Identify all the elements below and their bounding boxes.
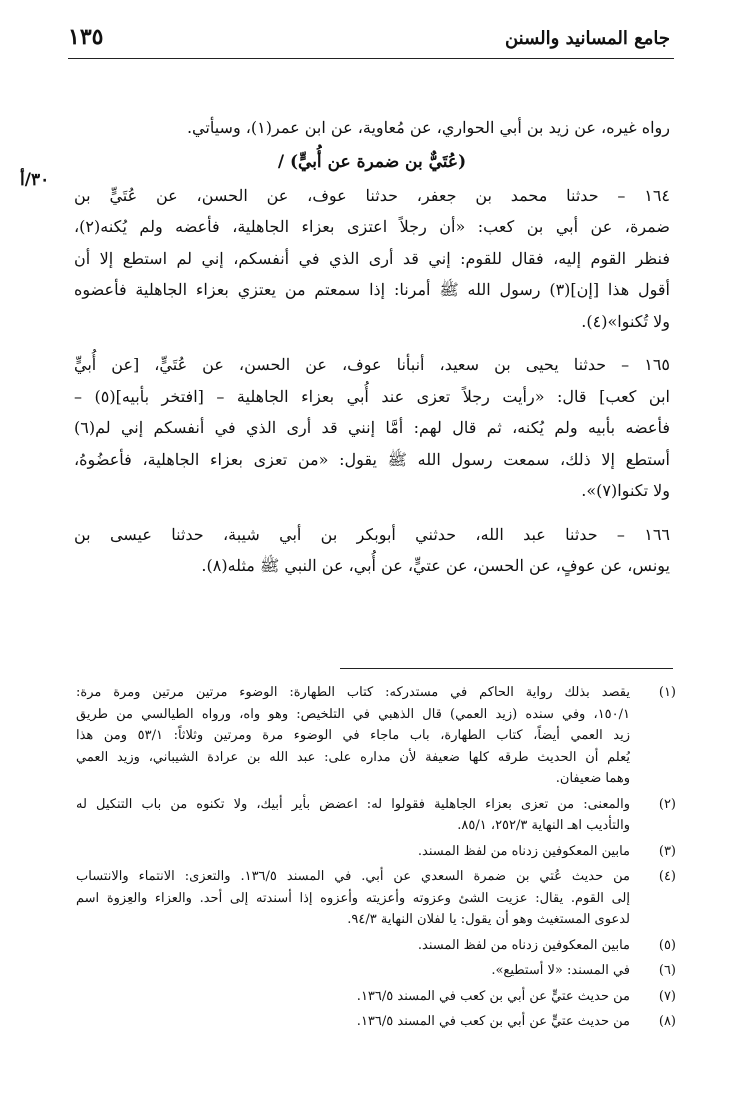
section-heading: (عُتَيٌّ بن ضمرة عن أُبيٍّ) / [277, 151, 467, 172]
footnote-line: من حديث عتيٍّ عن أبي بن كعب في المسند ١٣٦/٥. [356, 988, 630, 1004]
hadith-line: فنظر القوم إليه، فقال للقوم: إني قد أرى الذي في أنفسكم، إني لم استطع إلا أن [74, 248, 670, 268]
footnote-2 [76, 794, 676, 837]
footnote-number: (٧) [658, 988, 676, 1004]
hadith-line: أستطع إلا ذلك، سمعت رسول الله ﷺ يقول: «من تعزى بعزاء الجاهلية، فأعضُوهُ، [74, 449, 670, 469]
footnote-line: يقصد بذلك رواية الحاكم في مستدركه: كتاب الطهارة: الوضوء مرتين مرتين ومرة مرة: [76, 685, 630, 700]
hadith-line: ١٦٥ – حدثنا يحيى بن سعيد، أنبأنا عوف، عن الحسن، عن عُتَيٍّ، [عن أُبيٍّ [74, 355, 670, 374]
hadith-166 [74, 519, 670, 582]
footnote-6 [76, 960, 676, 982]
footnote-number: (٦) [658, 963, 676, 978]
footnote-3 [76, 841, 676, 863]
footnote-number: (٤) [658, 869, 676, 884]
intro-line: رواه غيره، عن زيد بن أبي الحواري، عن مُعاوية، عن ابن عمر(١)، وسيأتي. [186, 118, 670, 137]
footnote-line: والتأديب اهـ النهاية ٢٥٢/٣، ٨٥/١. [457, 818, 630, 833]
hadith-line: ضمرة، عن أبي بن كعب: «أن رجلاً اعتزى بعزاء الجاهلية، فأعضه ولم يُكنه(٢)، [74, 217, 670, 236]
hadith-line: ولا تُكنوا»(٤). [581, 311, 670, 331]
footnote-7 [76, 986, 676, 1008]
hadith-164 [74, 180, 670, 338]
manuscript-folio-note: ٣٠/أ [20, 170, 50, 190]
footnote-line: يُعلم أن الحديث طرقه كلها ضعيفة لأن مداره على: عبد الله بن عرادة الشيباني، وزيد العمي [76, 749, 630, 765]
hadith-165 [74, 349, 670, 507]
hadith-line: يونس، عن عوفٍ، عن الحسن، عن عتيٍّ، عن أُبي، عن النبي ﷺ مثله(٨). [201, 556, 670, 575]
footnote-rule [340, 668, 673, 669]
footnote-line: إلى القوم. يقال: عزيت الشئ وعزوته وأعزيته وأعزوه إذا أسندته إلى أحد. والعزاء والعِزوة اسم [76, 890, 630, 906]
hadith-line: ولا تكنوا(٧)». [581, 481, 670, 500]
hadith-line: أقول هذا [إن](٣) رسول الله ﷺ أمرنا: إذا سمعتم من يعتزي بعزاء الجاهلية فأعضوه [74, 280, 670, 299]
footnote-line: لدعوى المستغيث وهو أن يقول: يا لفلان النهاية ٩٤/٣. [347, 912, 630, 927]
footnote-number: (٣) [658, 843, 676, 859]
running-header [68, 24, 670, 56]
footnote-number: (٢) [658, 796, 676, 812]
footnote-line: ١٥٠/١، وفي سنده (زيد العمي) قال الذهبي في التلخيص: وهو واه، ورواه الطيالسي من طريق [76, 706, 630, 722]
hadith-line: ابن كعب] قال: «رأيت رجلاً تعزى عند أُبي بعزاء الجاهلية – [افتخر بأبيه](٥) – [74, 386, 670, 406]
footnote-number: (٥) [658, 937, 676, 953]
hadith-line: فأعضه بأبيه ولم يُكنه، ثم قال لهم: أمَّا إنني قد أرى الذي في أنفسكم إني لم(٦) [74, 418, 670, 437]
footnote-number: (١) [658, 685, 676, 700]
footnote-line: والمعنى: من تعزى بعزاء الجاهلية فقولوا له: اعضض بأير أبيك، ولا تكنوه من باب التنكيل له [76, 796, 630, 812]
footnote-4 [76, 866, 676, 931]
footnote-line: زيد العمي أيضاً، كتاب الطهارة، باب ماجاء في الوضوء مرة ومرتين وثلاثاً: ٥٣/١ ومن هذا [76, 728, 630, 743]
main-text [74, 112, 670, 582]
footnote-line: مابين المعكوفين زدناه من لفظ المسند. [417, 843, 630, 859]
footnote-8 [76, 1011, 676, 1033]
footnotes [76, 682, 676, 1037]
hadith-line: ١٦٤ – حدثنا محمد بن جعفر، حدثنا عوف، عن الحسن، عن عُتَيٍّ بن [74, 185, 670, 205]
footnote-line: من حديث عُتي بن ضمرة السعدي عن أبي. في المسند ١٣٦/٥. والتعزى: الانتماء والانتساب [76, 869, 630, 884]
page-number: ١٣٥ [68, 24, 104, 50]
footnote-number: (٨) [658, 1014, 676, 1029]
hadith-line: ١٦٦ – حدثنا عبد الله، حدثني أبوبكر بن أبي شيبة، حدثنا عيسى بن [74, 524, 670, 544]
footnote-1 [76, 682, 676, 790]
book-title: جامع المسانيد والسنن [504, 28, 670, 49]
footnote-line: في المسند: «لا أستطيع». [491, 963, 630, 978]
header-rule [68, 58, 674, 59]
footnote-line: من حديث عتيٍّ عن أبي بن كعب في المسند ١٣٦/٥. [356, 1014, 630, 1029]
footnote-line: وهما ضعيفان. [555, 771, 630, 786]
footnote-5 [76, 935, 676, 957]
footnote-line: مابين المعكوفين زدناه من لفظ المسند. [417, 937, 630, 953]
